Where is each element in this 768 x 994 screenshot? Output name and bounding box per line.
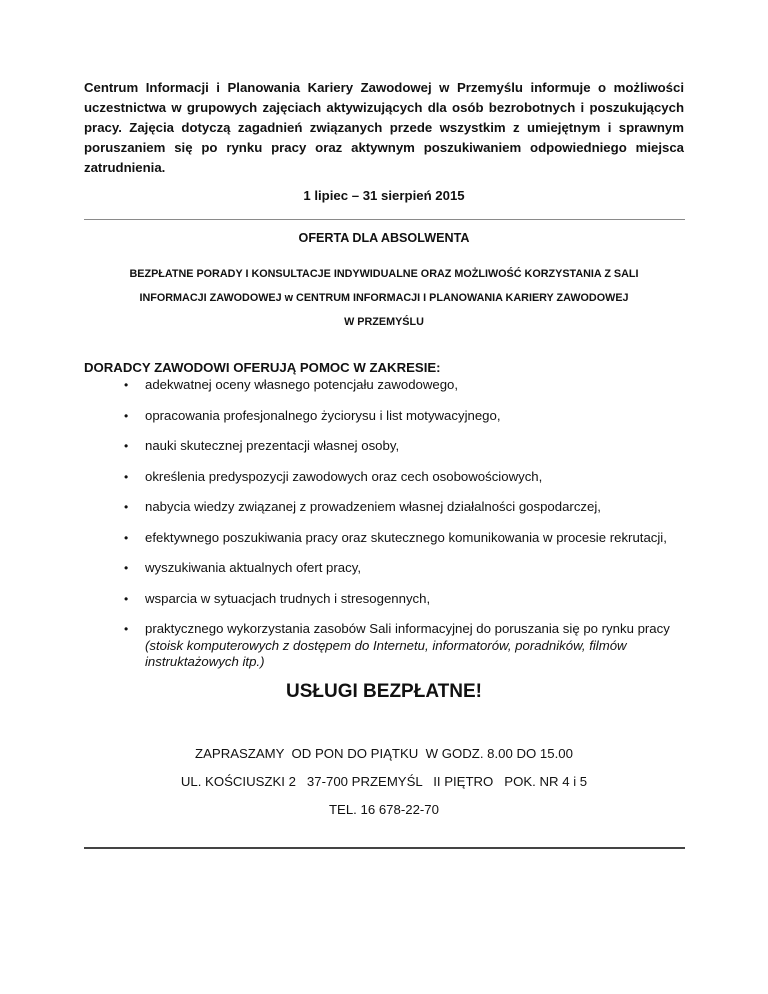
list-item-text: efektywnego poszukiwania pracy oraz skutecznego komunikowania w procesie rekrutacji,: [145, 529, 667, 545]
list-item: [84, 621, 684, 671]
bullet-icon: •: [124, 591, 129, 606]
advisors-heading: DORADCY ZAWODOWI OFERUJĄ POMOC W ZAKRESIE:: [84, 360, 441, 375]
list-item: [84, 499, 684, 516]
bullet-icon: •: [124, 561, 129, 575]
list-item-text: praktycznego wykorzystania zasobów Sali informacyjnej do poruszania się po rynku pracy: [145, 621, 670, 636]
bullet-icon: •: [124, 469, 129, 484]
list-item: [84, 560, 684, 577]
offer-line: INFORMACJI ZAWODOWEJ w CENTRUM INFORMACJI I PLANOWANIA KARIERY ZAWODOWEJ: [139, 292, 629, 304]
bullet-icon: •: [124, 500, 129, 514]
list-item: [84, 530, 684, 547]
bullet-icon: •: [124, 378, 129, 392]
list-item-text: nabycia wiedzy związanej z prowadzeniem własnej działalności gospodarczej,: [145, 499, 601, 514]
list-item: [84, 438, 684, 455]
bullet-icon: •: [124, 622, 129, 636]
list-item-text: nauki skutecznej prezentacji własnej osoby,: [145, 438, 400, 453]
list-item: [84, 469, 684, 486]
list-item: [84, 591, 684, 608]
list-item: [84, 377, 684, 394]
date-range: 1 lipiec – 31 sierpień 2015: [303, 188, 465, 203]
intro-paragraph: Centrum Informacji i Planowania Kariery Zawodowej w Przemyślu informuje o możliwości uczestnictwa w grupowych zajęciach aktywizujących dla osób bezrobotnych i poszukujących pracy. Zajęcia dotyczą zagadnień związanych przede wszystkim z umiejętnym i sprawnym poruszaniem się po rynku pracy oraz aktywnym poszukiwaniem odpowiedniego miejsca zatrudnienia.: [84, 80, 684, 175]
free-services-heading: USŁUGI BEZPŁATNE!: [286, 681, 482, 702]
bullet-icon: •: [124, 530, 129, 545]
offer-title: OFERTA DLA ABSOLWENTA: [298, 231, 470, 245]
top-divider: [84, 219, 685, 220]
phone-number: TEL. 16 678-22-70: [329, 802, 439, 817]
contact-info: [84, 740, 684, 824]
address: UL. KOŚCIUSZKI 2 37-700 PRZEMYŚL II PIĘTRO POK. NR 4 i 5: [180, 774, 588, 789]
list-item-note: (stoisk komputerowych z dostępem do Internetu, informatorów, poradników, filmów instruktażowych itp.): [145, 637, 627, 669]
list-item-text: określenia predyspozycji zawodowych oraz cech osobowościowych,: [145, 468, 543, 484]
list-item: [84, 408, 684, 425]
office-hours: ZAPRASZAMY OD PON DO PIĄTKU W GODZ. 8.00 DO 15.00: [195, 746, 573, 761]
offer-line: W PRZEMYŚLU: [344, 316, 424, 328]
offer-description: [84, 262, 684, 334]
offer-line: BEZPŁATNE PORADY I KONSULTACJE INDYWIDUALNE ORAZ MOŻLIWOŚĆ KORZYSTANIA Z SALI: [129, 268, 639, 280]
list-item-text: wsparcia w sytuacjach trudnych i stresogennych,: [145, 590, 431, 606]
bullet-icon: •: [124, 439, 129, 453]
list-item-text: wyszukiwania aktualnych ofert pracy,: [145, 560, 361, 575]
services-list: [84, 377, 684, 685]
list-item-text: adekwatnej oceny własnego potencjału zawodowego,: [145, 377, 459, 392]
bullet-icon: •: [124, 408, 129, 423]
bottom-divider: [84, 847, 685, 849]
list-item-text: opracowania profesjonalnego życiorysu i list motywacyjnego,: [145, 407, 501, 423]
